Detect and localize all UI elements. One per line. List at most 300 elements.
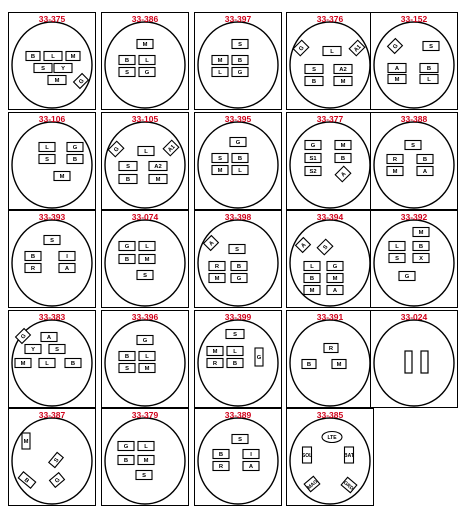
terminal-label: S	[322, 244, 330, 252]
terminal-label: Y	[61, 66, 65, 73]
terminal	[322, 432, 342, 443]
switch-diagram	[370, 210, 458, 308]
terminal	[341, 477, 357, 492]
terminal-label: L	[144, 149, 148, 156]
terminal	[327, 286, 343, 295]
terminal	[138, 147, 154, 156]
terminal	[44, 52, 62, 61]
terminal	[243, 462, 259, 471]
terminal	[232, 154, 248, 163]
part-number: 33-377	[316, 114, 344, 124]
switch-face	[195, 113, 281, 209]
terminal-label: B	[123, 458, 129, 465]
terminal-label: G	[310, 143, 316, 150]
switch-face	[287, 13, 373, 109]
terminal-label: G	[392, 43, 400, 51]
terminal-label: L	[145, 354, 149, 361]
terminal-label: M	[309, 288, 315, 295]
terminal-label: G	[404, 274, 410, 281]
terminal	[209, 274, 225, 283]
terminal-label: R	[392, 157, 398, 164]
terminal	[232, 166, 248, 175]
part-number: 33-391	[316, 312, 344, 322]
switch-face	[102, 409, 188, 505]
terminal	[118, 442, 134, 451]
switch-body-outline	[374, 320, 454, 406]
terminal-label: A	[394, 66, 400, 73]
switch-face	[9, 311, 95, 407]
switch-diagram	[8, 310, 96, 408]
terminal-label: G	[298, 45, 306, 53]
terminal-label: GRD	[342, 480, 355, 492]
switch-diagram	[101, 408, 189, 506]
terminal-label: A	[64, 266, 70, 273]
terminal-label: S	[126, 164, 130, 171]
terminal-label: B	[422, 157, 428, 164]
terminal-label: G	[123, 444, 129, 451]
terminal-label: S	[55, 347, 59, 354]
switch-body-outline	[105, 122, 185, 208]
terminal-label: L	[144, 444, 148, 451]
switch-diagram	[8, 408, 96, 506]
switch-face	[371, 113, 457, 209]
terminal	[49, 452, 64, 467]
terminal	[54, 172, 70, 181]
terminal-label: R	[214, 264, 220, 271]
terminal-label: B	[124, 257, 130, 264]
terminal-label: BAT	[344, 453, 354, 460]
terminal-label: A	[332, 288, 338, 295]
terminal-label: M	[418, 230, 424, 237]
switch-diagram	[8, 112, 96, 210]
terminal	[118, 456, 134, 465]
terminal-label: A	[208, 240, 216, 248]
terminal-label: L	[45, 361, 49, 368]
part-number: 33-389	[224, 410, 252, 420]
terminal-label: L	[233, 349, 237, 356]
terminal	[67, 155, 83, 164]
part-number: 33-394	[316, 212, 344, 222]
terminal	[335, 166, 351, 182]
terminal	[305, 154, 321, 163]
terminal-label: M	[155, 177, 161, 184]
terminal	[344, 447, 354, 463]
terminal-label: B	[340, 156, 346, 163]
terminal	[332, 360, 346, 369]
terminal-label: G	[54, 477, 62, 485]
terminal-label: L	[238, 168, 242, 175]
terminal-label: M	[143, 458, 149, 465]
terminal	[323, 47, 341, 56]
terminal-label: S	[142, 473, 146, 480]
terminal-label: M	[70, 54, 76, 61]
switch-face	[9, 409, 95, 505]
terminal	[304, 274, 320, 283]
terminal	[302, 360, 316, 369]
terminal	[119, 56, 135, 65]
part-number: 33-398	[224, 212, 252, 222]
terminal	[388, 39, 403, 54]
terminal	[119, 162, 137, 171]
switch-diagram	[370, 12, 458, 110]
terminal-label: B	[22, 477, 30, 485]
terminal-label: B	[237, 156, 243, 163]
terminal-label: G	[113, 146, 121, 154]
terminal-label: Y	[31, 347, 35, 354]
terminal-label: L	[51, 54, 55, 61]
part-number: 33-388	[400, 114, 428, 124]
terminal	[405, 141, 421, 150]
terminal-label: I	[250, 452, 252, 459]
switch-diagram	[101, 310, 189, 408]
part-number: 33-024	[400, 312, 428, 322]
part-number: 33-385	[316, 410, 344, 420]
terminal-label: M	[336, 362, 342, 369]
terminal-label: M	[340, 143, 346, 150]
terminal-label: M	[59, 174, 65, 181]
terminal	[119, 242, 135, 251]
terminal	[226, 330, 244, 339]
terminal	[138, 442, 154, 451]
terminal-label: G	[124, 244, 130, 251]
terminal-label: L	[218, 70, 222, 77]
part-number: 33-105	[131, 114, 159, 124]
switch-body-outline	[290, 22, 370, 108]
terminal	[119, 352, 135, 361]
terminal-label: G	[235, 140, 241, 147]
terminal	[48, 76, 66, 85]
switch-face	[102, 211, 188, 307]
terminal-label: S	[233, 332, 237, 339]
terminal-label: M	[23, 439, 29, 446]
terminal	[324, 344, 338, 353]
terminal	[207, 347, 223, 356]
terminal-label: S	[125, 366, 129, 373]
part-number: 33-393	[38, 212, 66, 222]
terminal-label: G	[78, 78, 86, 86]
switch-diagram	[8, 210, 96, 308]
terminal	[139, 255, 155, 264]
terminal	[420, 75, 438, 84]
terminal	[349, 40, 365, 56]
switch-body-outline	[12, 122, 92, 208]
terminal-label: S1	[309, 156, 317, 163]
terminal	[119, 175, 137, 184]
terminal-label: R	[212, 361, 218, 368]
terminal-label: S	[312, 67, 316, 74]
terminal	[209, 262, 225, 271]
terminal-label: B	[124, 58, 130, 65]
switch-diagram	[194, 408, 282, 506]
switch-diagram	[194, 310, 282, 408]
terminal	[26, 52, 40, 61]
terminal-label: S	[238, 437, 242, 444]
terminal-label: A1	[167, 144, 177, 154]
terminal-label: L	[395, 244, 399, 251]
terminal-label: B	[124, 354, 130, 361]
terminal-label: X	[419, 256, 423, 263]
switch-diagram	[194, 112, 282, 210]
part-number: 33-399	[224, 312, 252, 322]
switch-diagram	[8, 12, 96, 110]
terminal-label: A2	[154, 164, 162, 171]
switch-face	[102, 311, 188, 407]
terminal-label: A2	[339, 67, 347, 74]
terminal	[137, 336, 153, 345]
terminal-label: B	[232, 361, 238, 368]
terminal	[44, 236, 60, 245]
terminal	[229, 245, 245, 254]
terminal-label: L	[45, 145, 49, 152]
terminal	[50, 473, 65, 488]
terminal	[65, 359, 81, 368]
switch-face	[195, 311, 281, 407]
terminal-label: B	[70, 361, 76, 368]
terminal-label: G	[237, 70, 243, 77]
switch-face	[195, 13, 281, 109]
terminal-label: S	[41, 66, 45, 73]
terminal-label: S	[143, 273, 147, 280]
terminal-label: B	[236, 264, 242, 271]
terminal	[163, 140, 179, 156]
switch-face	[102, 13, 188, 109]
switch-diagram	[286, 408, 374, 506]
terminal-label: B	[125, 177, 131, 184]
part-number: 33-395	[224, 114, 252, 124]
part-number: 33-387	[38, 410, 66, 420]
terminal	[119, 255, 135, 264]
terminal-label: M	[217, 168, 223, 175]
terminal-label: M	[217, 58, 223, 65]
terminal	[139, 68, 155, 77]
part-number: 33-379	[131, 410, 159, 420]
terminal-label: A	[300, 242, 308, 250]
terminal-label: S	[395, 256, 399, 263]
terminal	[227, 347, 243, 356]
terminal-label: B	[426, 66, 432, 73]
terminal-label: B	[30, 54, 36, 61]
switch-face	[9, 113, 95, 209]
terminal-label: I	[66, 254, 68, 261]
terminal	[387, 155, 403, 164]
terminal	[139, 56, 155, 65]
terminal	[413, 242, 429, 251]
terminal-label: L	[145, 244, 149, 251]
part-number: 33-396	[131, 312, 159, 322]
terminal	[49, 345, 65, 354]
terminal-label: B	[311, 79, 317, 86]
terminal-label: B	[306, 362, 312, 369]
terminal	[34, 64, 52, 73]
terminal-label: L	[310, 264, 314, 271]
switch-face	[9, 211, 95, 307]
terminal-label: L	[427, 77, 431, 84]
terminal	[139, 352, 155, 361]
switch-diagram	[286, 12, 374, 110]
terminal	[59, 252, 75, 261]
switch-face	[287, 409, 373, 505]
terminal-label: LTE	[327, 435, 337, 442]
switch-face	[195, 211, 281, 307]
part-number: 33-392	[400, 212, 428, 222]
part-number: 33-376	[316, 14, 344, 24]
terminal	[139, 242, 155, 251]
terminal	[136, 471, 152, 480]
blade-slot	[421, 351, 428, 373]
terminal-label: G	[144, 70, 150, 77]
terminal	[137, 40, 153, 49]
terminal-label: G	[332, 264, 338, 271]
terminal	[334, 65, 352, 74]
terminal-label: A1	[353, 44, 363, 54]
switch-diagram	[101, 12, 189, 110]
terminal	[296, 238, 311, 253]
terminal	[335, 154, 351, 163]
terminal-label: MAG	[306, 478, 320, 491]
terminal	[231, 262, 247, 271]
switch-diagram	[286, 310, 374, 408]
switch-body-outline	[12, 220, 92, 306]
terminal	[119, 68, 135, 77]
terminal	[317, 239, 333, 255]
terminal	[230, 138, 246, 147]
terminal	[212, 166, 228, 175]
terminal	[119, 364, 135, 373]
switch-diagram	[286, 112, 374, 210]
switch-diagram	[286, 210, 374, 308]
terminal-label: M	[332, 276, 338, 283]
terminal-label: G	[236, 276, 242, 283]
blade-slot	[405, 351, 412, 373]
part-number: 33-106	[38, 114, 66, 124]
terminal	[213, 450, 229, 459]
terminal	[18, 472, 36, 489]
terminal	[39, 155, 55, 164]
terminal	[149, 175, 167, 184]
switch-face	[287, 211, 373, 307]
part-number: 33-386	[131, 14, 159, 24]
part-number: 33-383	[38, 312, 66, 322]
terminal	[139, 364, 155, 373]
terminal	[327, 274, 343, 283]
switch-face	[287, 113, 373, 209]
terminal-label: M	[212, 349, 218, 356]
terminal-label: S	[429, 44, 433, 51]
terminal-label: A	[422, 169, 428, 176]
terminal-label: B	[237, 58, 243, 65]
part-number: 33-074	[131, 212, 159, 222]
terminal-label: SOL	[301, 453, 313, 460]
terminal	[59, 264, 75, 273]
terminal-label: A	[248, 464, 254, 471]
terminal-label: B	[418, 244, 424, 251]
terminal	[213, 462, 229, 471]
terminal-label: G	[20, 333, 28, 341]
terminal-label: S	[218, 156, 222, 163]
switch-face	[195, 409, 281, 505]
terminal-label: M	[392, 169, 398, 176]
terminal	[67, 143, 83, 152]
terminal	[335, 141, 351, 150]
terminal-label: M	[144, 366, 150, 373]
terminal-label: B	[30, 254, 36, 261]
terminal	[255, 348, 263, 366]
terminal	[212, 68, 228, 77]
terminal	[39, 359, 55, 368]
terminal	[232, 40, 248, 49]
switch-face	[371, 211, 457, 307]
terminal	[305, 77, 323, 86]
terminal-label: A	[46, 335, 52, 342]
part-number: 33-397	[224, 14, 252, 24]
terminal	[39, 143, 55, 152]
terminal	[420, 64, 438, 73]
terminal-label: M	[142, 42, 148, 49]
terminal-label: M	[144, 257, 150, 264]
terminal-label: B	[309, 276, 315, 283]
terminal-label: S	[45, 157, 49, 164]
terminal	[305, 141, 321, 150]
terminal	[54, 64, 72, 73]
terminal	[423, 42, 439, 51]
terminal	[25, 345, 41, 354]
terminal	[334, 77, 352, 86]
terminal-label: M	[214, 276, 220, 283]
switch-diagram	[194, 12, 282, 110]
terminal	[149, 162, 167, 171]
terminal	[212, 154, 228, 163]
terminal	[137, 271, 153, 280]
terminal	[302, 447, 312, 463]
terminal-label: S	[235, 247, 239, 254]
terminal	[387, 167, 403, 176]
terminal	[227, 359, 243, 368]
terminal-label: S	[125, 70, 129, 77]
terminal	[388, 75, 406, 84]
terminal-label: R	[218, 464, 224, 471]
terminal	[232, 68, 248, 77]
terminal	[413, 254, 429, 263]
switch-body-outline	[374, 22, 454, 108]
switch-face	[9, 13, 95, 109]
switch-diagram	[101, 210, 189, 308]
terminal	[207, 359, 223, 368]
terminal-label: A	[340, 171, 348, 179]
terminal	[305, 167, 321, 176]
terminal	[231, 274, 247, 283]
switch-diagram	[370, 112, 458, 210]
terminal-label: S2	[309, 169, 317, 176]
terminal	[389, 254, 405, 263]
terminal	[41, 333, 57, 342]
terminal	[417, 155, 433, 164]
terminal	[212, 56, 228, 65]
switch-face	[102, 113, 188, 209]
terminal-label: S	[53, 457, 61, 465]
terminal-label: G	[72, 145, 78, 152]
terminal-label: B	[72, 157, 78, 164]
terminal	[243, 450, 259, 459]
terminal	[25, 252, 41, 261]
terminal-label: M	[20, 361, 26, 368]
terminal	[66, 52, 80, 61]
terminal-label: M	[54, 78, 60, 85]
switch-face	[371, 13, 457, 109]
switch-body-outline	[198, 418, 278, 504]
terminal-label: L	[330, 49, 334, 56]
terminal-label: S	[238, 42, 242, 49]
terminal	[304, 476, 320, 491]
